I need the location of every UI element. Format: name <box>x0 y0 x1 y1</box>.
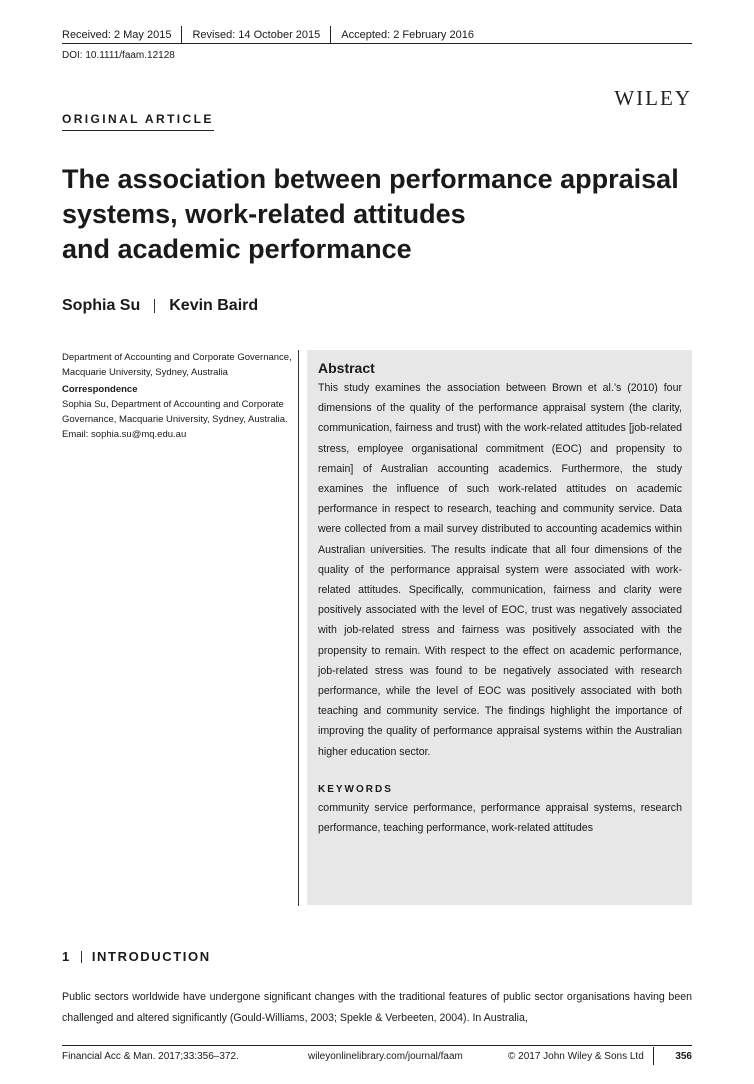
author-list <box>62 297 258 315</box>
abstract-heading: Abstract <box>318 360 375 376</box>
abstract-box <box>307 350 692 905</box>
article-title <box>62 162 702 267</box>
title-line: systems, work-related attitudes <box>62 199 466 229</box>
revised-date: Revised: 14 October 2015 <box>192 29 321 41</box>
title-line: and academic performance <box>62 234 412 264</box>
author-separator <box>154 299 155 313</box>
introduction-paragraph: Public sectors worldwide have undergone significant changes with the traditional features of public sector organisations having been challenged and altered significantly (Gould-Williams, 2003; Spekle & Verbeeten, 2004). In Australia, <box>62 991 692 1024</box>
wiley-logo: WILEY <box>614 86 692 110</box>
author-name[interactable]: Sophia Su <box>62 297 141 314</box>
footer-separator <box>653 1047 654 1065</box>
abstract-text: This study examines the association between Brown et al.’s (2010) four dimensions of the quality of the performance appraisal system (the clarity, communication, fairness and trust) with the work-related attitudes [job-related stress, employee organisational commitment (EOC) and propensity to remain] of Australian accounting academics. Furthermore, the study examines the influence of such work-related attitudes on academic performance in respect to research, teaching and community service. Data were collected from a mail survey distributed to accounting academics within Australian universities. The results indicate that all four dimensions of the quality of the performance appraisal system were associated with work-related attitudes. Specifically, communication, fairness and clarity were positively associated with the level of EOC, trust was negatively associated with job-related stress and fairness was positively associated with the propensity to remain. With respect to the effect on academic performance, job-related stress was found to be negatively associated with research performance, while the level of EOC was positively associated with both teaching and community service. The findings highlight the importance of improving the quality of performance appraisal systems within the Australian higher education sector. <box>318 382 682 758</box>
article-type-label: ORIGINAL ARTICLE <box>62 112 214 131</box>
affiliation-department: Department of Accounting and Corporate Governance, Macquarie University, Sydney, Australia <box>62 352 292 378</box>
column-divider <box>298 350 299 906</box>
publication-dates <box>62 26 692 44</box>
correspondence-email[interactable]: Email: sophia.su@mq.edu.au <box>62 429 187 440</box>
page-footer <box>62 1047 692 1065</box>
title-line: The association between performance appraisal <box>62 164 679 194</box>
keywords-heading: KEYWORDS <box>318 783 393 795</box>
correspondence-heading: Correspondence <box>62 384 138 395</box>
affiliation-sidebar <box>62 350 292 442</box>
section-heading-introduction <box>62 949 211 964</box>
header-rule <box>62 43 692 44</box>
accepted-date: Accepted: 2 February 2016 <box>341 29 474 41</box>
journal-url[interactable]: wileyonlinelibrary.com/journal/faam <box>308 1050 463 1062</box>
section-title: INTRODUCTION <box>91 949 211 964</box>
section-number: 1 <box>62 949 71 964</box>
correspondence-text: Sophia Su, Department of Accounting and Corporate Governance, Macquarie University, Sydney, Australia. <box>62 399 288 425</box>
section-separator <box>81 951 82 963</box>
author-name[interactable]: Kevin Baird <box>169 297 259 314</box>
received-date: Received: 2 May 2015 <box>62 29 172 41</box>
journal-citation: Financial Acc & Man. 2017;33:356–372. <box>62 1050 239 1062</box>
keywords-text: community service performance, performance appraisal systems, research performance, teaching performance, work-related attitudes <box>318 801 682 835</box>
footer-rule <box>62 1045 692 1046</box>
copyright-notice: © 2017 John Wiley & Sons Ltd <box>508 1050 644 1062</box>
page-number: 356 <box>675 1050 692 1062</box>
doi-link[interactable]: DOI: 10.1111/faam.12128 <box>62 50 175 61</box>
